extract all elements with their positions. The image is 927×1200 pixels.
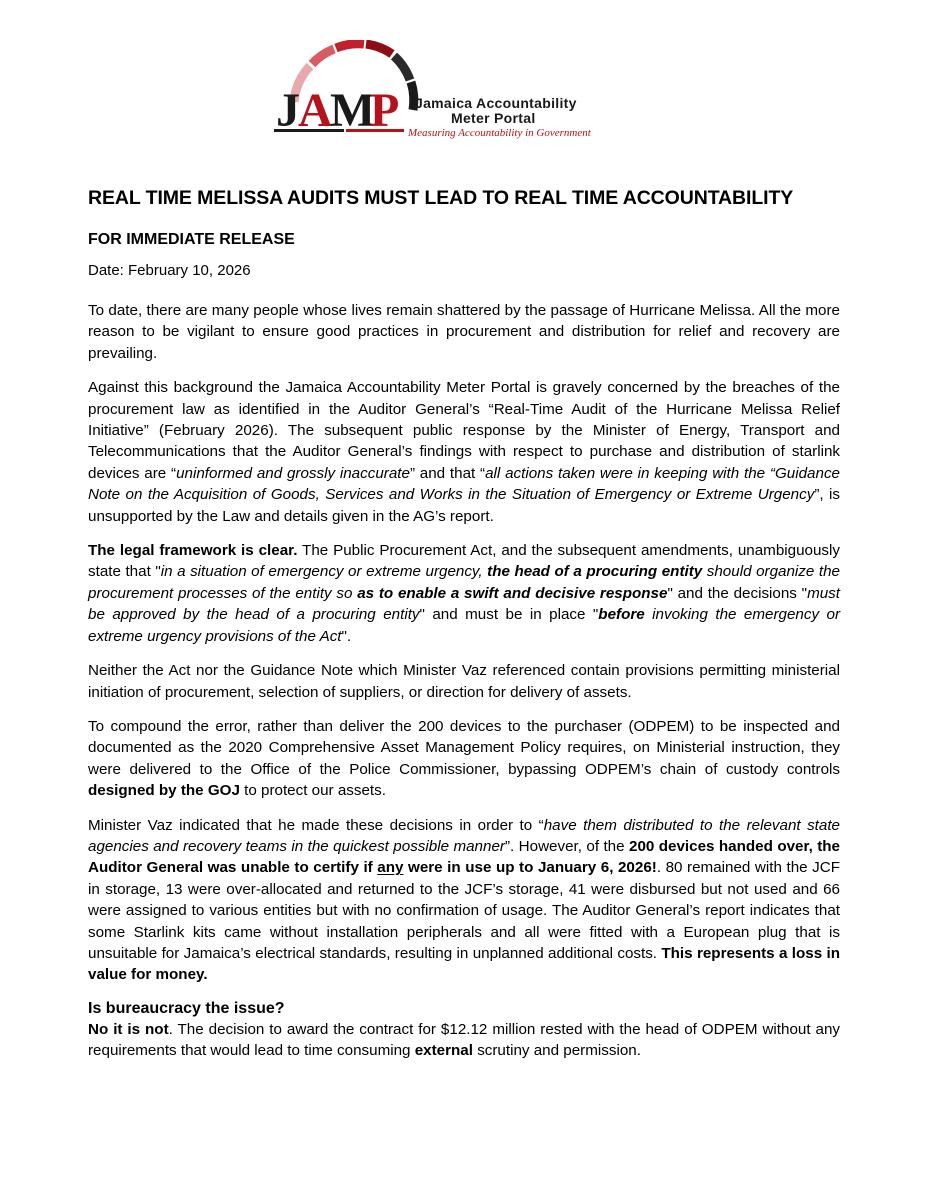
paragraph-legal-framework: The legal framework is clear. The Public Procurement Act, and the subsequent amendments, unambiguously state that "in a situation of emergency or extreme urgency, the head of a procuring entity should organize the procurement processes of the entity so as to enable a swift and decisive response" and the decisions "must be approved by the head of a procuring entity" and must be in place "before invoking the emergency or extreme urgency provisions of the Act". [88, 542, 840, 645]
paragraph-bureaucracy: No it is not. The decision to award the contract for $12.12 million rested with the head of ODPEM without any requirements that would lead to time consuming external scrutiny and permission. [88, 1020, 840, 1060]
logo-name-line1: Jamaica Accountability [415, 95, 577, 111]
paragraph-guidance-note: Neither the Act nor the Guidance Note which Minister Vaz referenced contain provisions permitting ministerial initiation of procurement, selection of suppliers, or direction for delivery of assets. [88, 662, 840, 701]
logo-tagline: Measuring Accountability in Government [408, 127, 591, 139]
section-heading-bureaucracy: Is bureaucracy the issue? [88, 999, 285, 1017]
paragraph-background: Against this background the Jamaica Accountability Meter Portal is gravely concerned by the breaches of the procurement law as identified in the Auditor General’s “Real-Time Audit of the Hurricane Melissa Relief Initiative” (February 2026). The subsequent public response by the Minister of Energy, Transport and Telecommunications that the Auditor General’s findings with respect to purchase and distribution of starlink devices are “uninformed and grossly inaccurate” and that “all actions taken were in keeping with the “Guidance Note on the Acquisition of Goods, Services and Works in the Situation of Emergency or Extreme Urgency”, is unsupported by the Law and details given in the AG’s report. [88, 379, 840, 525]
paragraph-intro: To date, there are many people whose lives remain shattered by the passage of Hurricane Melissa. All the more reason to be vigilant to ensure good practices in procurement and distribution for relief and recovery are prevailing. [88, 302, 840, 362]
paragraph-devices: Minister Vaz indicated that he made these decisions in order to “have them distributed to the relevant state agencies and recovery teams in the quickest possible manner”. However, of the 200 devices handed over, the Auditor General was unable to certify if any were in use up to January 6, 2026!. 80 remained with the JCF in storage, 13 were over-allocated and returned to the JCF’s storage, 41 were disbursed but not used and 66 were assigned to various entities but with no confirmation of usage. The Auditor General’s report indicates that some Starlink kits came without installation peripherals and all were fitted with a European plug that is unsuitable for Jamaica’s electrical standards, resulting in unplanned additional costs. This represents a loss in value for money. [88, 816, 840, 984]
release-label: FOR IMMEDIATE RELEASE [88, 231, 295, 248]
svg-text:P: P [370, 84, 400, 137]
svg-text:J: J [276, 84, 300, 137]
release-date: Date: February 10, 2026 [88, 262, 251, 279]
headline: REAL TIME MELISSA AUDITS MUST LEAD TO REAL TIME ACCOUNTABILITY [88, 187, 794, 209]
paragraph-delivery: To compound the error, rather than deliver the 200 devices to the purchaser (ODPEM) to be inspected and documented as the 2020 Comprehensive Asset Management Policy requires, on Ministerial instruction, they were delivered to the Office of the Police Commissioner, bypassing ODPEM’s chain of custody controls designed by the GOJ to protect our assets. [88, 717, 840, 800]
svg-text:M: M [330, 84, 376, 137]
svg-text:A: A [298, 84, 333, 137]
logo-name-line2: Meter Portal [451, 110, 536, 126]
press-release-body [88, 187, 840, 1062]
jamp-logo [268, 40, 628, 144]
